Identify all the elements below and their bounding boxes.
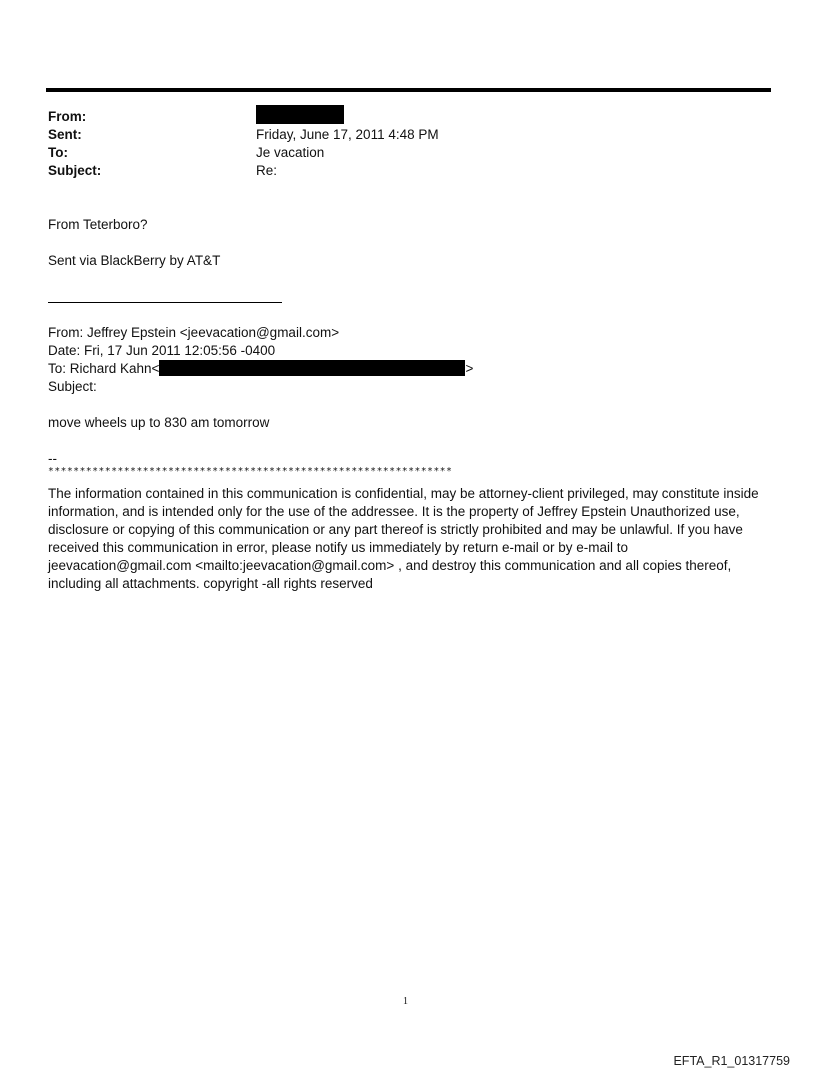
redaction-box	[159, 360, 465, 376]
from-label: From:	[48, 109, 87, 124]
subject-label: Subject:	[48, 163, 102, 178]
to-value: Je vacation	[256, 145, 325, 160]
quoted-from-line: From: Jeffrey Epstein <jeevacation@gmail.com>	[48, 325, 340, 340]
reply-signature: Sent via BlackBerry by AT&T	[48, 253, 221, 268]
sent-value: Friday, June 17, 2011 4:48 PM	[256, 127, 439, 142]
signature-stars: ****************************************************************	[48, 466, 453, 477]
page-number: 1	[403, 996, 408, 1007]
redaction-box	[256, 105, 344, 124]
quoted-header	[48, 324, 473, 396]
quote-separator	[48, 302, 282, 303]
quoted-body: move wheels up to 830 am tomorrow	[48, 415, 270, 430]
header-subject-row	[48, 162, 748, 180]
confidentiality-disclaimer: The information contained in this communication is confidential, may be attorney-client privileged, may constitute inside information, and is intended only for the use of the addressee. It is the property of Jeffrey Epstein Unauthorized use, disclosure or copying of this communication or any part thereof is strictly prohibited and may be unlawful. If you have received this communication in error, please notify us immediately by return e-mail or by e-mail to jeevacation@gmail.com <mailto:jeevacation@gmail.com> , and destroy this communication and all copies thereof, including all attachments. copyright -all rights reserved	[48, 486, 759, 591]
to-label: To:	[48, 145, 68, 160]
header-to-row	[48, 144, 748, 162]
quoted-to-suffix: >	[465, 361, 474, 376]
quoted-to-prefix: To: Richard Kahn<	[48, 361, 160, 376]
quoted-to-line	[48, 360, 473, 378]
header-from-row	[48, 108, 748, 126]
subject-value: Re:	[256, 163, 278, 178]
top-rule	[46, 88, 771, 92]
email-header	[48, 108, 748, 180]
header-sent-row	[48, 126, 748, 144]
signature-dash: --	[48, 451, 57, 466]
quoted-date-line: Date: Fri, 17 Jun 2011 12:05:56 -0400	[48, 343, 276, 358]
document-id: EFTA_R1_01317759	[673, 1054, 790, 1068]
reply-text: From Teterboro?	[48, 217, 148, 232]
quoted-subject-line: Subject:	[48, 379, 97, 394]
sent-label: Sent:	[48, 127, 82, 142]
